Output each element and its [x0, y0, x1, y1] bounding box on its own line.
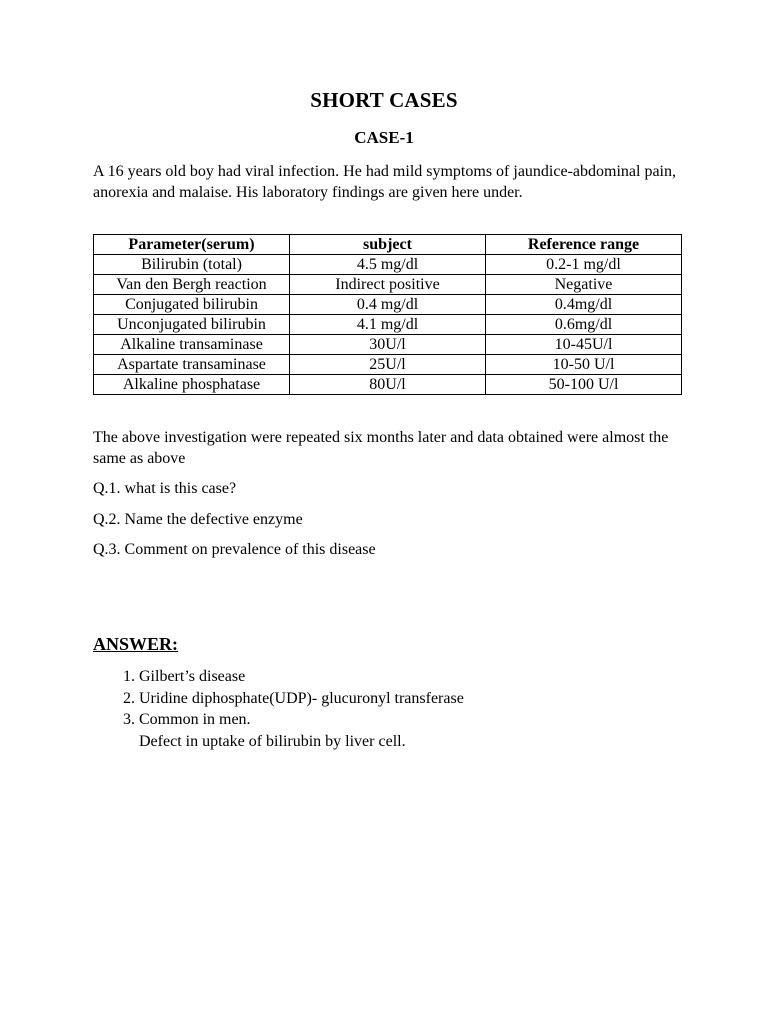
case-label: CASE-1 — [354, 128, 414, 147]
table-cell: Aspartate transaminase — [94, 355, 290, 375]
question-2: Q.2. Name the defective enzyme — [93, 511, 303, 528]
followup-text: The above investigation were repeated six months later and data obtained were almost the same as above — [93, 429, 669, 467]
lab-results-table — [93, 234, 682, 395]
table-cell: 4.1 mg/dl — [290, 315, 486, 335]
table-row — [94, 295, 682, 315]
table-row — [94, 275, 682, 295]
table-cell: 0.2-1 mg/dl — [486, 255, 682, 275]
table-header-row — [94, 235, 682, 255]
answer-heading: ANSWER: — [93, 634, 179, 654]
table-cell: 10-45U/l — [486, 335, 682, 355]
table-cell: 25U/l — [290, 355, 486, 375]
column-header: Parameter(serum) — [94, 235, 290, 255]
answer-item — [139, 688, 699, 710]
answer-item — [139, 666, 699, 688]
table-cell: Van den Bergh reaction — [94, 275, 290, 295]
table-cell: Bilirubin (total) — [94, 255, 290, 275]
table-row — [94, 355, 682, 375]
answer-continuation: Defect in uptake of bilirubin by liver cell. — [139, 732, 406, 750]
table-cell: 4.5 mg/dl — [290, 255, 486, 275]
table-row — [94, 315, 682, 335]
table-cell: Conjugated bilirubin — [94, 295, 290, 315]
table-cell: 0.6mg/dl — [486, 315, 682, 335]
table-cell: 50-100 U/l — [486, 375, 682, 395]
answer-text: Gilbert’s disease — [139, 668, 246, 685]
table-row — [94, 375, 682, 395]
question-3: Q.3. Comment on prevalence of this disease — [93, 541, 376, 558]
table-cell: Alkaline phosphatase — [94, 375, 290, 395]
table-cell: Unconjugated bilirubin — [94, 315, 290, 335]
table-cell: 80U/l — [290, 375, 486, 395]
column-header: subject — [290, 235, 486, 255]
table-row — [94, 255, 682, 275]
answer-item — [139, 709, 699, 752]
question-1: Q.1. what is this case? — [93, 480, 237, 497]
answer-text: Uridine diphosphate(UDP)- glucuronyl transferase — [139, 689, 464, 707]
table-cell: Alkaline transaminase — [94, 335, 290, 355]
answer-text: Common in men. — [139, 711, 251, 728]
column-header: Reference range — [486, 235, 682, 255]
table-cell: Indirect positive — [290, 275, 486, 295]
table-cell: 0.4mg/dl — [486, 295, 682, 315]
page-title: SHORT CASES — [310, 88, 458, 112]
table-cell: 10-50 U/l — [486, 355, 682, 375]
table-cell: Negative — [486, 275, 682, 295]
table-row — [94, 335, 682, 355]
table-cell: 0.4 mg/dl — [290, 295, 486, 315]
table-cell: 30U/l — [290, 335, 486, 355]
case-intro: A 16 years old boy had viral infection. He had mild symptoms of jaundice-abdominal pain, anorexia and malaise. His laboratory findings are given here under. — [93, 163, 676, 201]
answer-list — [93, 666, 699, 752]
